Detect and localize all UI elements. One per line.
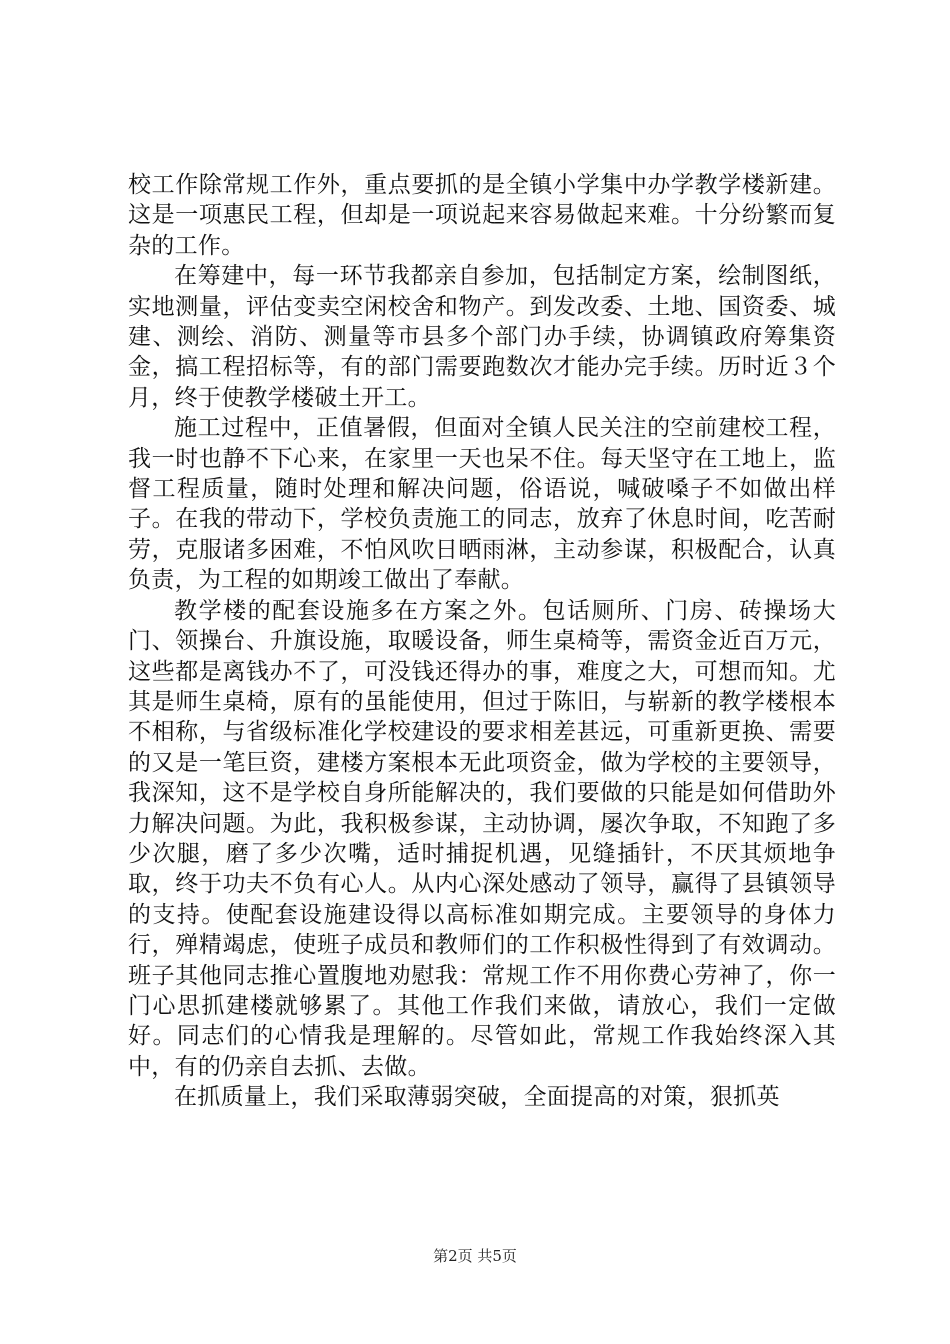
paragraph: 施工过程中，正值暑假，但面对全镇人民关注的空前建校工程，我一时也静不下心来，在家里一天也呆不住。每天坚守在工地上，监督工程质量，随时处理和解决问题，俗语说，喊破嗓子不如做出样子。在我的带动下，学校负责施工的同志，放弃了休息时间，吃苦耐劳，克服诸多困难，不怕风吹日晒雨淋，主动参谋，积极配合，认真负责，为工程的如期竣工做出了奉献。 — [128, 415, 836, 594]
paragraph: 在抓质量上，我们采取薄弱突破，全面提高的对策，狠抓英 — [174, 1084, 780, 1111]
page-number-footer: 第2页 共5页 — [433, 1247, 517, 1265]
paragraph: 在筹建中，每一环节我都亲自参加，包括制定方案，绘制图纸，实地测量，评估变卖空闲校舍和物产。到发改委、土地、国资委、城建、测绘、消防、测量等市县多个部门办手续，协调镇政府筹集资金，搞工程招标等，有的部门需要跑数次才能办完手续。历时近３个月，终于使教学楼破土开工。 — [128, 263, 836, 411]
body-text — [128, 170, 836, 1113]
paragraph-continued: 校工作除常规工作外，重点要抓的是全镇小学集中办学教学楼新建。这是一项惠民工程，但却是一项说起来容易做起来难。十分纷繁而复杂的工作。 — [128, 172, 836, 259]
paragraph: 教学楼的配套设施多在方案之外。包话厕所、门房、砖操场大门、领操台、升旗设施，取暖设备，师生桌椅等，需资金近百万元，这些都是离钱办不了，可没钱还得办的事，难度之大，可想而知。尤其是师生桌椅，原有的虽能使用，但过于陈旧，与崭新的教学楼根本不相称，与省级标准化学校建设的要求相差甚远，可重新更换、需要的又是一笔巨资，建楼方案根本无此项资金，做为学校的主要领导，我深知，这不是学校自身所能解决的，我们要做的只能是如何借助外力解决问题。为此，我积极参谋，主动协调，屡次争取，不知跑了多少次腿，磨了多少次嘴，适时捕捉机遇，见缝插针，不厌其烦地争取，终于功夫不负有心人。从内心深处感动了领导，赢得了县镇领导的支持。使配套设施建设得以高标准如期完成。主要领导的身体力行，殚精竭虑，使班子成员和教师们的工作积极性得到了有效调动。班子其他同志推心置腹地劝慰我：常规工作不用你费心劳神了，你一门心思抓建楼就够累了。其他工作我们来做，请放心，我们一定做好。同志们的心情我是理解的。尽管如此，常规工作我始终深入其中，有的仍亲自去抓、去做。 — [128, 597, 836, 1080]
